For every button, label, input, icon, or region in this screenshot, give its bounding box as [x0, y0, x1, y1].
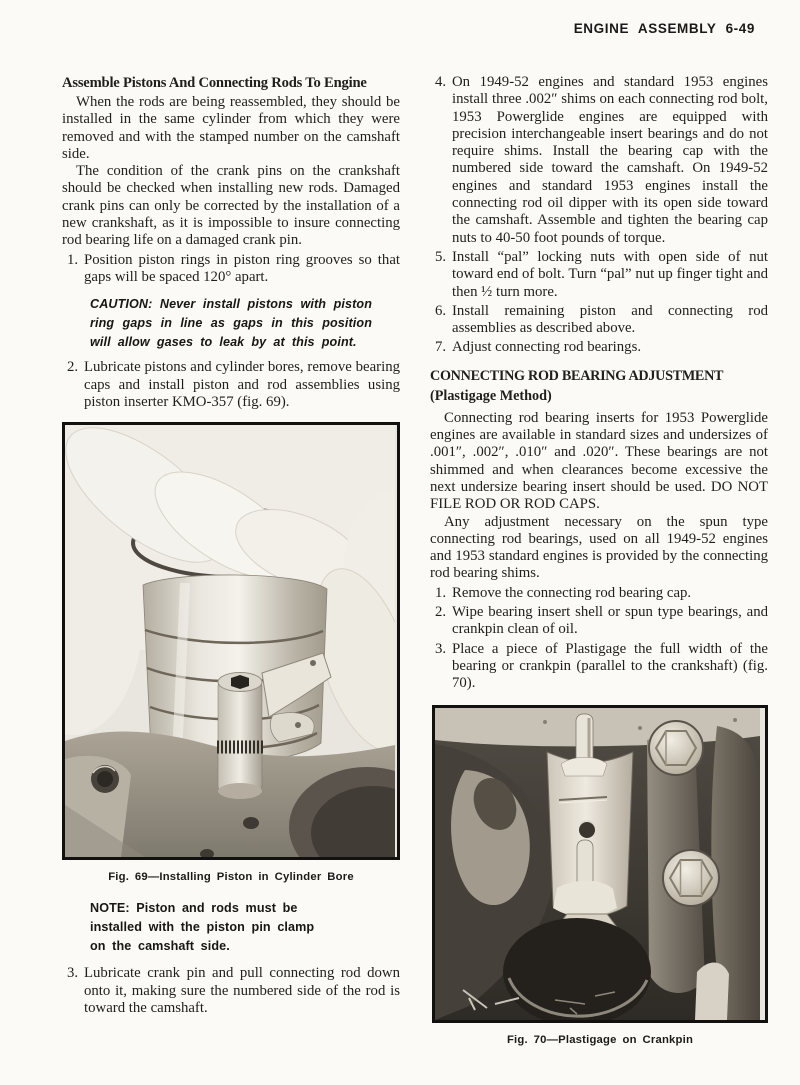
note-block: NOTE: Piston and rods must be installed with the piston pin clamp on the camshaft side.	[90, 901, 315, 953]
figure-70	[432, 705, 768, 1047]
figure-70-frame	[432, 705, 768, 1023]
section-heading-assemble: Assemble Pistons And Connecting Rods To Engine	[62, 75, 367, 91]
left-column	[62, 74, 400, 1017]
list-text: On 1949-52 engines and standard 1953 engines install three .002″ shims on each connecting rod bolt, 1953 Powerglide engines are equipped with precision interchangeable insert bearings and do not require shims. Install the bearing cap with the numbered side toward the camshaft. On 1949-52 engines and standard 1953 engines install the connecting rod oil dipper with its open side toward the camshaft. Assemble and tighten the bearing cap nuts to 40-50 foot pounds of torque.	[452, 74, 768, 246]
figure-69-frame	[62, 422, 400, 860]
list-number: 2.	[435, 604, 447, 621]
list-item-r3	[430, 641, 768, 693]
figure-69-caption: Fig. 69—Installing Piston in Cylinder Bore	[108, 871, 354, 884]
figure-69-photo	[65, 425, 395, 857]
paragraph: Connecting rod bearing inserts for 1953 Powerglide engines are available in standard sizes and undersizes of .001″, .002″, .010″ and .020″. These bearings are not shimmed and when clearances become excessive the next undersize bearing insert should be used. DO NOT FILE ROD OR ROD CAPS.	[430, 409, 768, 513]
list-item-r1	[430, 585, 768, 602]
paragraph: The condition of the crank pins on the crankshaft should be checked when installing new rods. Damaged crank pins can only be corrected by the installation of a new crankshaft, as it is impossible to insure connecting rod bearing life on a damaged crank pin.	[62, 163, 400, 249]
list-item-1	[62, 252, 400, 287]
list-text: Adjust connecting rod bearings.	[452, 339, 642, 356]
list-number: 1.	[435, 584, 447, 601]
list-text: Lubricate crank pin and pull connecting rod down onto it, making sure the numbered side of the rod is toward the camshaft.	[84, 965, 400, 1016]
list-item-r2	[430, 604, 768, 639]
list-number: 3.	[435, 640, 447, 657]
figure-70-photo	[435, 708, 760, 1020]
page-header: ENGINE ASSEMBLY 6-49	[573, 21, 755, 36]
list-number: 1.	[67, 251, 79, 268]
section-subheading-plastigage: (Plastigage Method)	[430, 387, 552, 404]
list-item-6	[430, 303, 768, 338]
list-number: 2.	[67, 359, 79, 376]
list-number: 3.	[67, 965, 79, 982]
list-text: Wipe bearing insert shell or spun type bearings, and crankpin clean of oil.	[452, 604, 768, 638]
list-text: Install remaining piston and connecting rod assemblies as described above.	[452, 302, 768, 337]
paragraph: When the rods are being reassembled, they should be installed in the same cylinder from which they were removed and with the stamped number on the camshaft side.	[62, 94, 400, 162]
list-text: Lubricate pistons and cylinder bores, remove bearing caps and install piston and rod assemblies using piston inserter KMO-357 (fig. 69).	[84, 359, 400, 410]
right-column	[430, 74, 768, 1047]
list-number: 4.	[435, 74, 447, 90]
list-number: 7.	[435, 339, 447, 356]
figure-69	[62, 422, 400, 884]
list-text: Position piston rings in piston ring grooves so that gaps will be spaced 120° apart.	[84, 251, 400, 285]
list-item-4	[430, 74, 768, 247]
list-item-7	[430, 339, 768, 356]
list-text: Install “pal” locking nuts with open side of nut toward end of bolt. Turn “pal” nut up finger tight and then ½ turn more.	[452, 248, 768, 300]
paragraph: Any adjustment necessary on the spun type connecting rod bearings, used on all 1949-52 engines and 1953 standard engines is provided by the connecting rod bearing shims.	[430, 513, 768, 582]
list-number: 5.	[435, 248, 447, 265]
list-text: Remove the connecting rod bearing cap.	[452, 584, 692, 601]
list-number: 6.	[435, 302, 447, 319]
section-heading-bearing-adjustment: CONNECTING ROD BEARING ADJUSTMENT	[430, 367, 724, 384]
list-text: Place a piece of Plastigage the full width of the bearing or crankpin (parallel to the crankshaft) (fig. 70).	[452, 640, 768, 692]
caution-note: CAUTION: Never install pistons with piston ring gaps in line as gaps in this position will allow gases to leak by at this point.	[90, 297, 372, 349]
figure-70-caption: Fig. 70—Plastigage on Crankpin	[506, 1033, 694, 1046]
list-item-2	[62, 359, 400, 411]
list-item-3	[62, 965, 400, 1017]
list-item-5	[430, 249, 768, 301]
